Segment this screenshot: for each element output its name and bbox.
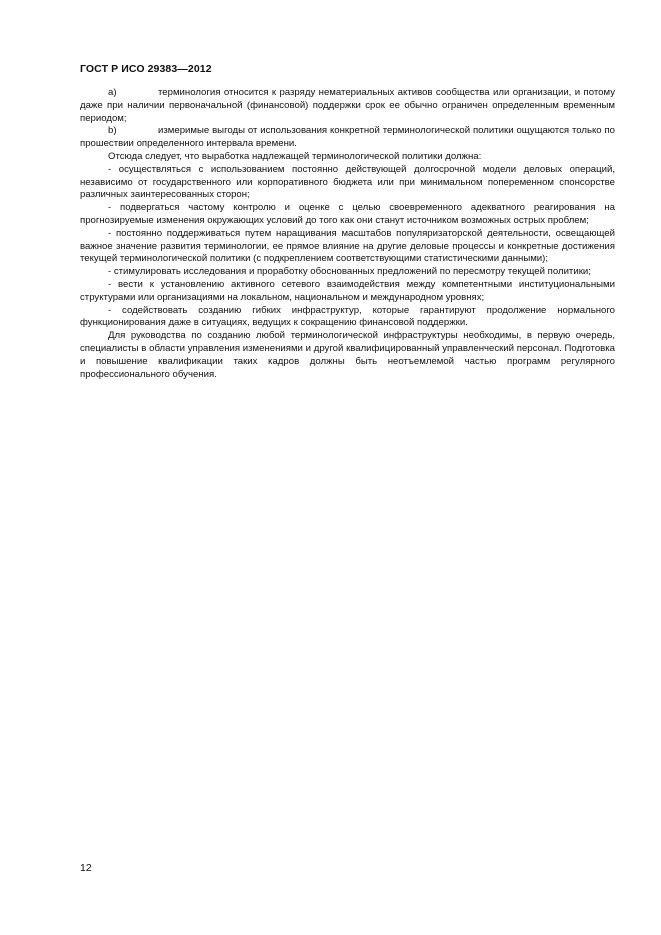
- bullet-item: - стимулировать исследования и проработку обоснованных предложений по пересмотру текущей политики;: [108, 266, 591, 278]
- closing-paragraph: Для руководства по созданию любой терминологической инфраструктуры необходимы, в первую очередь, специалисты в области управления изменениями и другой квалифицированный управленческий персонал. Подготовка и повышение квалификации таких кадров должны быть неотъемлемой частью программ регулярного профессионального обучения.: [80, 330, 615, 380]
- bullet-item: - постоянно поддерживаться путем наращивания масштабов популяризаторской деятельности, освещающей важное значение развития терминологии, ее прямое влияние на другие деловые процессы и конкретные достижения текущей терминологической политики (с подкреплением соответствующими статистическими данными);: [80, 227, 615, 265]
- list-item-a: [80, 87, 615, 125]
- document-header: ГОСТ Р ИСО 29383—2012: [80, 63, 212, 75]
- list-text-b: измеримые выгоды от использования конкретной терминологической политики ощущаются только по прошествии определенного интервала времени.: [80, 125, 615, 150]
- bullet-item: - содействовать созданию гибких инфраструктур, которые гарантируют продолжение нормального функционирования даже в ситуациях, ведущих к сокращению финансовой поддержки.: [80, 304, 615, 329]
- list-text-a: терминология относится к разряду нематериальных активов сообщества или организации, и потому даже при наличии первоначальной (финансовой) поддержки срок ее обычно ограничен определенным временным периодом;: [80, 87, 615, 124]
- bullet-item: - подвергаться частому контролю и оценке с целью своевременного адекватного реагирования на прогнозируемые изменения окружающих условий до того как они станут источником возможных острых проблем;: [80, 202, 615, 226]
- bullet-item: - вести к установлению активного сетевого взаимодействия между компетентными институциональными структурами или организациями на локальном, национальном и международном уровнях;: [80, 278, 615, 303]
- document-body: [80, 87, 615, 381]
- list-item-b: [80, 125, 615, 151]
- bullet-item: - осуществляться с использованием постоянно действующей долгосрочной модели деловых операций, независимо от государственного или корпоративного бюджета или при минимальном попеременном спонсорстве различных заинтересованных сторон;: [80, 163, 615, 201]
- list-marker-b: b): [108, 125, 117, 137]
- list-marker-a: а): [108, 87, 117, 98]
- page-number: 12: [80, 862, 92, 874]
- intro-paragraph: Отсюда следует, что выработка надлежащей терминологической политики должна:: [108, 150, 482, 162]
